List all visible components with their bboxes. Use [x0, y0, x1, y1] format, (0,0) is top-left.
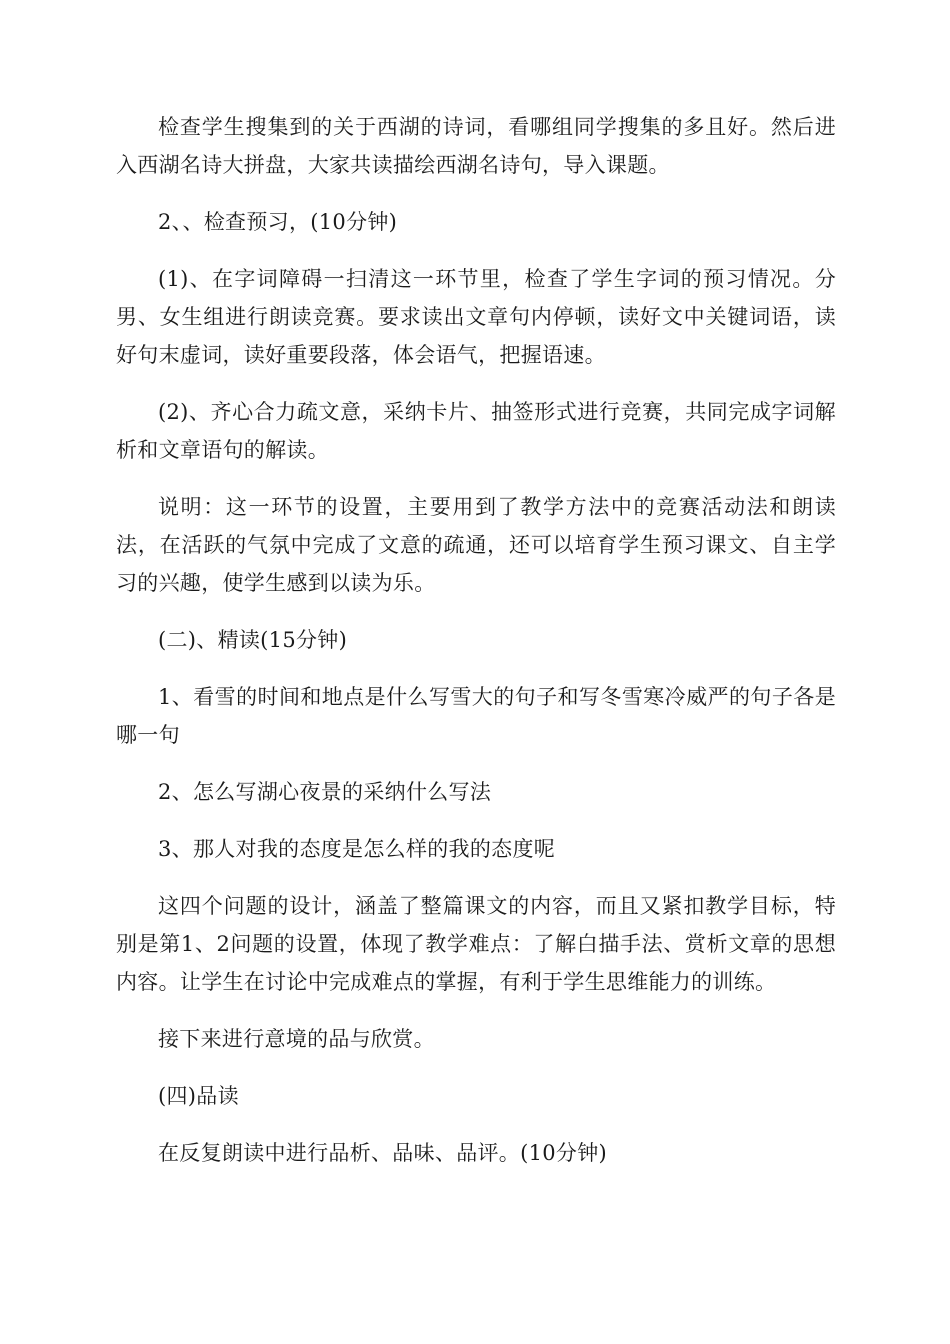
- paragraph-intro: 检查学生搜集到的关于西湖的诗词，看哪组同学搜集的多且好。然后进入西湖名诗大拼盘，大家共读描绘西湖名诗句，导入课题。: [116, 115, 836, 177]
- document-page: [116, 108, 836, 1191]
- paragraph-question-2: 2、怎么写湖心夜景的采纳什么写法: [158, 780, 492, 804]
- paragraph-savoring-heading: (四)品读: [158, 1084, 239, 1108]
- paragraph-savoring-detail: 在反复朗读中进行品析、品味、品评。(10分钟): [158, 1141, 608, 1165]
- paragraph-check-preview: 2、、检查预习，(10分钟): [158, 210, 398, 234]
- paragraph-appreciation: 接下来进行意境的品与欣赏。: [158, 1027, 435, 1051]
- paragraph-close-reading-heading: (二)、精读(15分钟): [158, 628, 348, 652]
- paragraph-explanation: 说明：这一环节的设置，主要用到了教学方法中的竞赛活动法和朗读法，在活跃的气氛中完成了文意的疏通，还可以培育学生预习课文、自主学习的兴趣，使学生感到以读为乐。: [116, 495, 836, 595]
- paragraph-question-1: 1、看雪的时间和地点是什么写雪大的句子和写冬雪寒冷威严的句子各是哪一句: [116, 685, 836, 747]
- paragraph-question-3: 3、那人对我的态度是怎么样的我的态度呢: [158, 837, 556, 861]
- paragraph-question-design: 这四个问题的设计，涵盖了整篇课文的内容，而且又紧扣教学目标，特别是第1、2问题的设置，体现了教学难点：了解白描手法、赏析文章的思想内容。让学生在讨论中完成难点的掌握，有利于学生思维能力的训练。: [116, 894, 836, 994]
- paragraph-word-obstacles: (1)、在字词障碍一扫清这一环节里，检查了学生字词的预习情况。分男、女生组进行朗读竞赛。要求读出文章句内停顿，读好文中关键词语，读好句末虚词，读好重要段落，体会语气，把握语速。: [116, 267, 836, 367]
- paragraph-text-meaning: (2)、齐心合力疏文意，采纳卡片、抽签形式进行竞赛，共同完成字词解析和文章语句的解读。: [116, 400, 836, 462]
